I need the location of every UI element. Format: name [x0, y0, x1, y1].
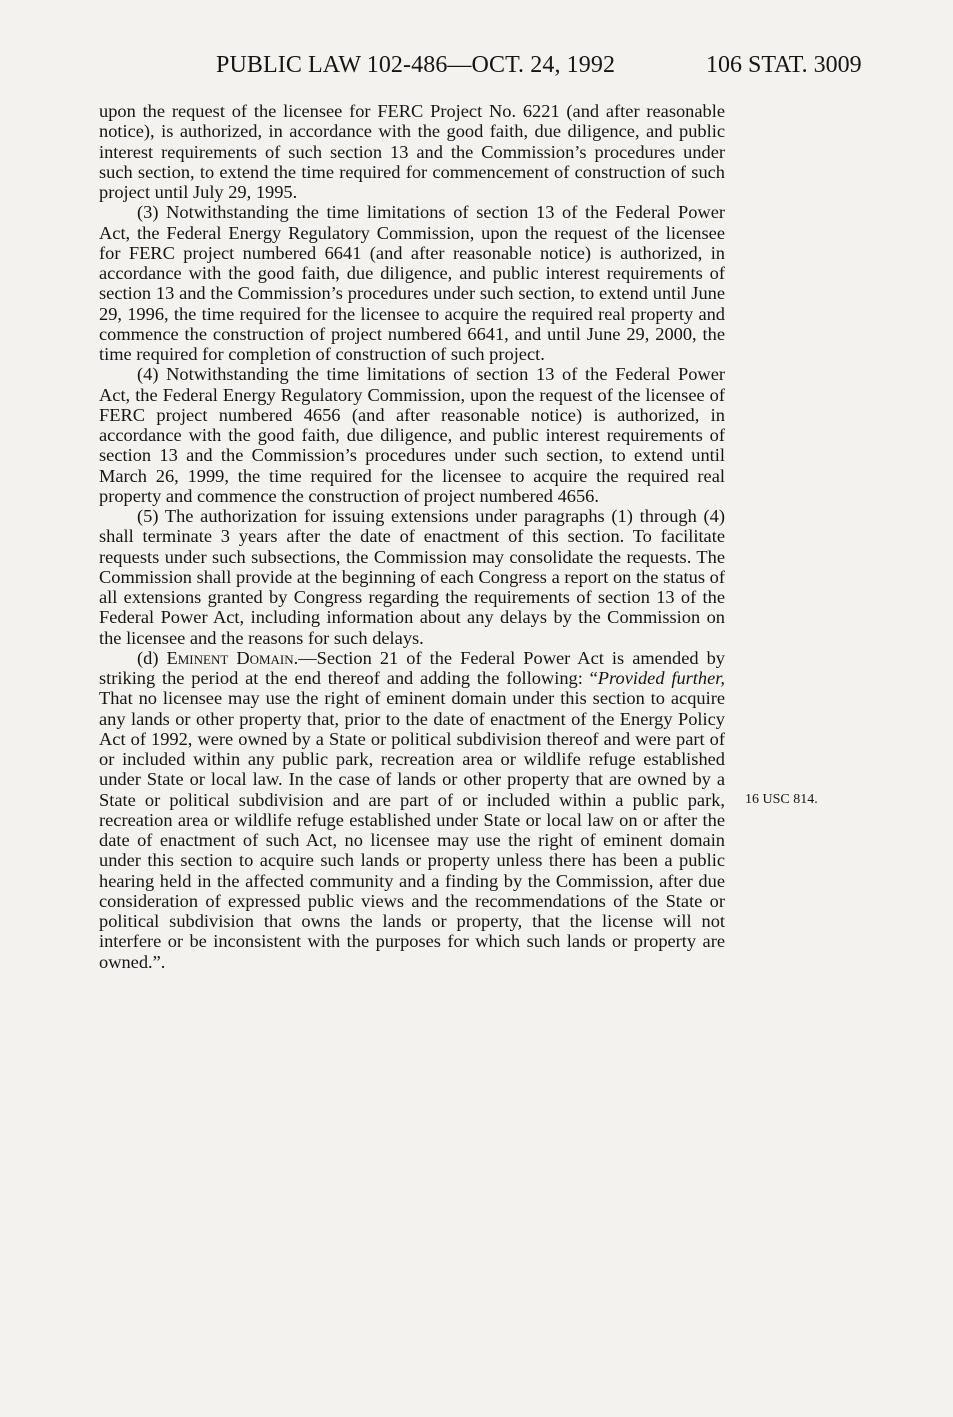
running-header-title: PUBLIC LAW 102-486—OCT. 24, 1992 — [216, 52, 616, 78]
subsection-heading: Eminent Domain. — [166, 647, 299, 668]
subsection-text-1: —Section 21 of the Federal Power Act is amended by striking the period at the end thereof and adding the following: “ — [99, 647, 725, 688]
running-header-page: 106 STAT. 3009 — [706, 52, 862, 78]
subsection-text-2: That no licensee may use the right of eminent domain under this section to acquire any lands or other property that, prior to the date of enactment of the Energy Policy Act of 1992, were owned by a State or political subdivision thereof and were part of or included within any public park, recreation area or wildlife refuge established under State or local law. In the case of lands or other property that are owned by a State or political subdivision and are part of or included within a public park, recreation area or wildlife refuge established under State or local law on or after the date of enactment of such Act, no licensee may use the right of eminent domain under this section to acquire such lands or property unless there has been a public hearing held in the affected community and a finding by the Commission, after due consideration of expressed public views and the recommendations of the State or political subdivision that owns the lands or property, that the license will not interfere or be inconsistent with the purposes for which such lands or property are owned.”. — [99, 688, 725, 972]
paragraph-5: (5) The authorization for issuing extensions under paragraphs (1) through (4) shall terminate 3 years after the date of enactment of this section. To facilitate requests under such subsections, the Commission may consolidate the requests. The Commission shall provide at the beginning of each Congress a report on the status of all extensions granted by Congress regarding the requirements of section 13 of the Federal Power Act, including information about any delays by the Commission on the licensee and the reasons for such delays. — [99, 506, 725, 648]
subsection-italic: Provided further, — [597, 668, 725, 688]
margin-citation: 16 USC 814. — [745, 792, 818, 807]
paragraph-3: (3) Notwithstanding the time limitations of section 13 of the Federal Power Act, the Federal Energy Regulatory Commission, upon the request of the licensee for FERC project numbered 6641 (and after reasonable notice) is authorized, in accordance with the good faith, due diligence, and public interest requirements of section 13 and the Commission’s procedures under such section, to extend until June 29, 1996, the time required for the licensee to acquire the required real property and commence the construction of project numbered 6641, and until June 29, 2000, the time required for completion of construction of such project. — [99, 202, 725, 364]
paragraph-d — [99, 648, 725, 972]
body-text — [99, 101, 725, 972]
paragraph-continuation: upon the request of the licensee for FERC Project No. 6221 (and after reasonable notice), is authorized, in accordance with the good faith, due diligence, and public interest requirements of such section 13 and the Commission’s procedures under such section, to extend the time required for commencement of construction of such project until July 29, 1995. — [99, 101, 725, 202]
subsection-label: (d) — [137, 647, 159, 668]
paragraph-4: (4) Notwithstanding the time limitations of section 13 of the Federal Power Act, the Federal Energy Regulatory Commission, upon the request of the licensee of FERC project numbered 4656 (and after reasonable notice) is authorized, in accordance with the good faith, due diligence, and public interest requirements of section 13 and the Commission’s procedures under such section, to extend until March 26, 1999, the time required for the licensee to acquire the required real property and commence the construction of project numbered 4656. — [99, 364, 725, 506]
